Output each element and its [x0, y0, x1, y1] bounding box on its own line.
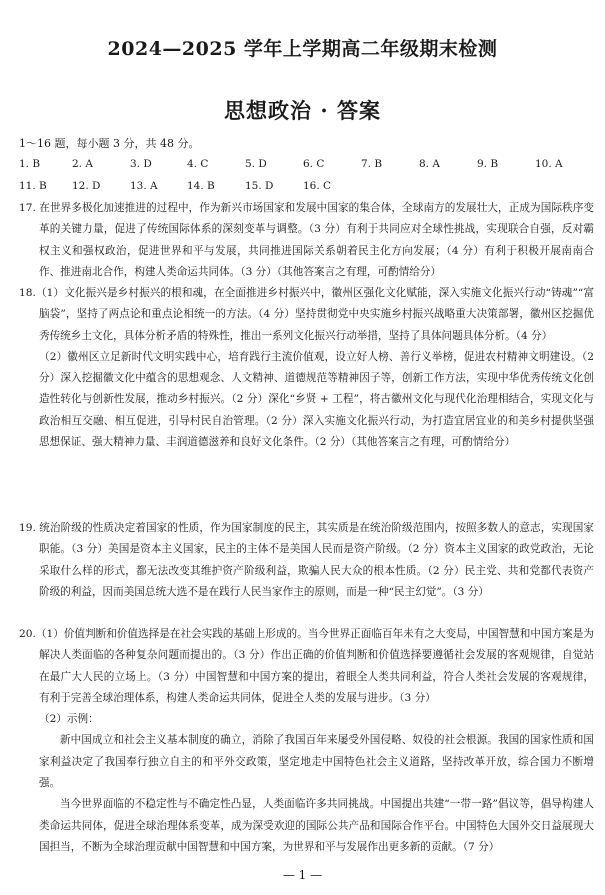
answer-item: 12. D	[72, 180, 101, 192]
q17-answer: 17. 在世界多极化加速推进的过程中，作为新兴市场国家和发展中国家的集合体，全球南方的发展壮大，正成为国际秩序变革的关键力量，促进了传统国际体系的深刻变革与调整。（3 分）有利于共同应对全球性挑战，实现联合自强，反对霸权主义和强权政治，促进世界和平与发展，共同推进国际关系朝着民主化方向发展；（4 分）有利于积极开展南南合作、推进南北合作，构建人类命运共同体。（3 分）（其他答案言之有理，可酌情给分）	[19, 202, 594, 278]
answer-item: 15. D	[245, 180, 274, 192]
answer-item: 3. D	[130, 158, 152, 170]
answer-item: 16. C	[303, 180, 332, 192]
answer-item: 8. A	[419, 158, 440, 170]
answer-item: 2. A	[72, 158, 93, 170]
q18-part1: 18.（1）文化振兴是乡村振兴的根和魂，在全面推进乡村振兴中，徽州区强化文化赋能，深入实施文化振兴行动“铸魂”“富脑袋”，坚持了两点论和重点论相统一的方法。（4 分）坚持贯彻党中央实施乡村振兴战略重大决策部署，徽州区挖掘优秀传统乡土文化，具体分析矛盾的特殊性，推出一系列文化振兴行动举措，坚持了具体问题具体分析。（4 分）	[19, 287, 594, 342]
answer-item: 6. C	[303, 158, 325, 170]
answer-item: 1. B	[19, 158, 41, 170]
document-subtitle: 思想政治 · 答案	[224, 98, 381, 123]
q20-part2-label: （2）示例：	[39, 713, 99, 726]
q20-part1: 20.（1）价值判断和价值选择是在社会实践的基础上形成的。当今世界正面临百年未有之大变局，中国智慧和中国方案是为解决人类面临的各种复杂问题而提出的。（3 分）作出正确的价值判断和价值选择要遵循社会发展的客观规律，自觉站在最广大人民的立场上。（3 分）中国智慧和中国方案的提出，着眼全人类共同利益，符合人类社会发展的客观规律，有利于完善全球治理体系，构建人类命运共同体，促进全人类的发展与进步。（3 分）	[19, 628, 594, 704]
answer-item: 13. A	[130, 180, 158, 192]
answer-item: 4. C	[187, 158, 209, 170]
answer-item: 11. B	[19, 180, 47, 192]
q20-example-1: 新中国成立和社会主义基本制度的确立，消除了我国百年来屡受外国侵略、奴役的社会根源。我国的国家性质和国家利益决定了我国奉行独立自主的和平外交政策，坚定地走中国特色社会主义道路，坚持改革开放，综合国力不断增强。	[39, 734, 594, 790]
answer-item: 9. B	[477, 158, 499, 170]
question-17	[19, 198, 594, 283]
answer-item: 10. A	[535, 158, 563, 170]
answer-item: 7. B	[361, 158, 383, 170]
question-18	[19, 283, 594, 453]
answer-item: 14. B	[187, 180, 215, 192]
q18-part2: （2）徽州区立足新时代文明实践中心，培育践行主流价值观，设立好人榜、善行义举榜，促进农村精神文明建设。（2 分）深入挖掘徽文化中蕴含的思想观念、人文精神、道德规范等精神因子等，创新工作方法，实现中华优秀传统文化创造性转化与创新性发展，推动乡村振兴。（2 分）深化“乡贤 + 工程”，将古徽州文化与现代化治理相结合，实现文化与政治相互交融、相互促进，引导村民自治管理。（2 分）深入实施文化振兴行动，为打造宜居宜业的和美乡村提供坚强思想保证、强大精神力量、丰润道德滋养和良好文化条件。（2 分）（其他答案言之有理，可酌情给分）	[39, 350, 594, 449]
question-19	[19, 518, 594, 603]
q20-example-2: 当今世界面临的不稳定性与不确定性凸显，人类面临许多共同挑战。中国提出共建“一带一路”倡议等，倡导构建人类命运共同体，促进全球治理体系变革，成为深受欢迎的国际公共产品和国际合作平台。中国特色大国外交日益展现大国担当，不断为全球治理贡献中国智慧和中国方案，为世界和平与发展作出更多新的贡献。（7 分）	[39, 798, 594, 853]
question-20	[19, 624, 594, 858]
choice-summary: 1～16 题，每小题 3 分，共 48 分。	[19, 137, 200, 150]
page-number: — 1 —	[282, 868, 323, 882]
answer-item: 5. D	[245, 158, 267, 170]
q19-answer: 19. 统治阶级的性质决定着国家的性质，作为国家制度的民主，其实质是在统治阶级范围内，按照多数人的意志，实现国家职能。（3 分）美国是资本主义国家，民主的主体不是美国人民而是资产阶级。（2 分）资本主义国家的政党政治，无论采取什么样的形式，都无法改变其维护资产阶级利益，欺骗人民大众的根本性质。（2 分）民主党、共和党都代表资产阶级的利益，因而美国总统大选不是在践行人民当家作主的原则，而是一种“民主幻觉”。（3 分）	[19, 522, 594, 598]
document-title: 2024—2025 学年上学期高二年级期末检测	[107, 38, 498, 60]
